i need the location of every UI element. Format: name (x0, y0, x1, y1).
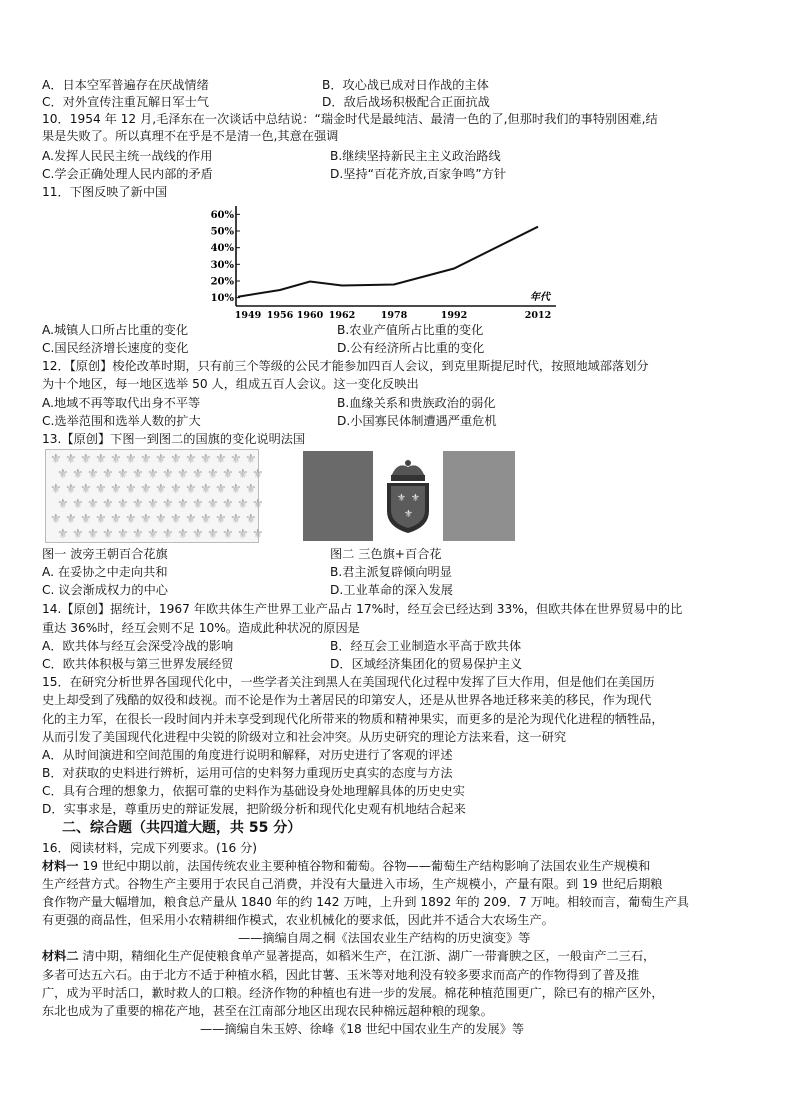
fleur-de-lis-icon: ⚜ (222, 527, 234, 542)
fleur-de-lis-icon: ⚜ (125, 482, 137, 497)
q10-option-c: C.学会正确处理人民内部的矛盾 (42, 167, 213, 181)
q15-option-a: A．从时间演进和空间范围的角度进行说明和解释，对历史进行了客观的评述 (42, 748, 453, 762)
q14-option-a: A．欧共体与经互会深受冷战的影响 (42, 639, 234, 653)
fleur-de-lis-icon: ⚜ (222, 497, 234, 512)
x-tick-label: 2012 (524, 310, 552, 321)
fleur-de-lis-icon: ⚜ (170, 452, 182, 467)
fleur-de-lis-icon: ⚜ (95, 452, 107, 467)
q9-option-d: D．敌后战场积极配合正面抗战 (322, 95, 490, 109)
q11-option-c: C.国民经济增长速度的变化 (42, 341, 189, 355)
q13-stem: 13.【原创】下图一到图二的国旗的变化说明法国 (42, 432, 306, 446)
fleur-de-lis-icon: ⚜ (162, 467, 174, 482)
q16-material1-source: ——摘编自周之桐《法国农业生产结构的历史演变》等 (238, 931, 531, 945)
q12-option-b: B.血缘关系和贵族政治的弱化 (337, 396, 496, 410)
q12-option-a: A.地域不再等取代出身不平等 (42, 396, 201, 410)
fleur-de-lis-icon: ⚜ (87, 527, 99, 542)
q9-option-c: C．对外宣传注重瓦解日军士气 (42, 95, 209, 109)
material2-text-1: 清中期，精细化生产促使粮食单产显著提高，如稻米生产，在江浙、湖广一带膏腴之区，一般亩产二三石， (78, 949, 656, 963)
fleur-de-lis-icon: ⚜ (110, 482, 122, 497)
fleur-de-lis-icon: ⚜ (215, 482, 227, 497)
fleur-de-lis-icon: ⚜ (117, 497, 129, 512)
fleur-de-lis-icon: ⚜ (207, 467, 219, 482)
fleur-de-lis-icon: ⚜ (252, 527, 264, 542)
material1-label: 材料一 (42, 859, 79, 873)
fleur-de-lis-icon: ⚜ (237, 527, 249, 542)
fleur-de-lis-icon: ⚜ (162, 497, 174, 512)
fleur-de-lis-icon: ⚜ (222, 467, 234, 482)
fleur-de-lis-icon: ⚜ (170, 482, 182, 497)
q12-option-d: D.小国寡民体制遭遇严重危机 (337, 414, 497, 428)
fleur-de-lis-icon: ⚜ (50, 512, 62, 527)
q10-option-d: D.坚持“百花齐放,百家争鸣”方针 (330, 167, 507, 181)
flag-left-stripe (303, 451, 373, 541)
fleur-de-lis-icon: ⚜ (237, 467, 249, 482)
q15-stem-line2: 史上却受到了残酷的奴役和歧视。而不论是作为土著居民的印第安人，还是从世界各地迁移来美的移民，作为现代 (42, 693, 652, 707)
q13-option-b: B.君主派复辟倾向明显 (330, 565, 452, 579)
y-tick-label: 40% (210, 243, 234, 255)
fleur-de-lis-icon: ⚜ (207, 497, 219, 512)
x-tick-label: 1960 (296, 310, 324, 321)
fleur-de-lis-icon: ⚜ (110, 512, 122, 527)
y-tick-label: 30% (210, 259, 234, 271)
q14-stem-line2: 重达 36%时，经互会则不足 10%。造成此种状况的原因是 (42, 621, 360, 635)
fleur-de-lis-icon: ⚜ (245, 482, 257, 497)
fleur-de-lis-icon: ⚜ (117, 467, 129, 482)
q15-option-c: C．具有合理的想象力，依据可靠的史料作为基础设身处地理解具体的历史史实 (42, 784, 465, 798)
fleur-de-lis-icon: ⚜ (102, 497, 114, 512)
y-tick-label: 60% (210, 209, 234, 221)
fleur-de-lis-icon: ⚜ (57, 467, 69, 482)
fleur-de-lis-icon: ⚜ (140, 512, 152, 527)
fleur-de-lis-icon: ⚜ (155, 482, 167, 497)
fleur-de-lis-icon: ⚜ (80, 452, 92, 467)
x-tick-label: 1949 (234, 310, 262, 321)
fleur-de-lis-icon: ⚜ (245, 512, 257, 527)
q16-material2-line2: 多者可达五六石。由于北方不适于种植水稻，因此甘薯、玉米等对地利没有较多要求而高产的作物得到了普及推 (42, 968, 640, 982)
fleur-de-lis-icon: ⚜ (87, 497, 99, 512)
fleur-de-lis-icon: ⚜ (110, 452, 122, 467)
svg-text:⚜: ⚜ (397, 493, 406, 504)
bourbon-lily-flag-image (45, 449, 264, 543)
fleur-de-lis-icon: ⚜ (65, 452, 77, 467)
q11-option-a: A.城镇人口所占比重的变化 (42, 323, 189, 337)
y-tick-label: 10% (210, 293, 234, 305)
fleur-de-lis-icon: ⚜ (230, 452, 242, 467)
fleur-de-lis-icon: ⚜ (192, 467, 204, 482)
fleur-de-lis-icon: ⚜ (132, 467, 144, 482)
q16-material1-line3: 食作物产量大幅增加，粮食总产量从 1840 年的约 142 万吨，上升到 1892 年的 209．7 万吨。相较而言，葡萄生产具 (42, 895, 689, 909)
fleur-de-lis-icon: ⚜ (192, 527, 204, 542)
q13-option-c: C. 议会渐成权力的中心 (42, 583, 168, 597)
q10-option-a: A.发挥人民民主统一战线的作用 (42, 149, 213, 163)
y-tick-label: 20% (210, 276, 234, 288)
fleur-de-lis-icon: ⚜ (230, 512, 242, 527)
fleur-de-lis-icon: ⚜ (177, 497, 189, 512)
q12-stem-line1: 12．【原创】梭伦改革时期，只有前三个等级的公民才能参加四百人会议，到克里斯提尼时代，按照地域部落划分 (42, 359, 649, 373)
fleur-de-lis-icon: ⚜ (72, 527, 84, 542)
fleur-de-lis-icon: ⚜ (140, 482, 152, 497)
fleur-de-lis-icon: ⚜ (185, 452, 197, 467)
fleur-de-lis-icon: ⚜ (87, 467, 99, 482)
fig1-caption: 图一 波旁王朝百合花旗 (42, 547, 168, 561)
fleur-de-lis-icon: ⚜ (95, 512, 107, 527)
fleur-de-lis-icon: ⚜ (50, 482, 62, 497)
fleur-de-lis-icon: ⚜ (125, 452, 137, 467)
royal-coat-of-arms-icon (377, 455, 439, 537)
line-chart (210, 202, 562, 321)
x-axis-label: 年代 (530, 292, 550, 303)
material2-label: 材料二 (42, 949, 79, 963)
fleur-de-lis-icon: ⚜ (200, 452, 212, 467)
fleur-de-lis-icon: ⚜ (65, 512, 77, 527)
fleur-de-lis-icon: ⚜ (230, 482, 242, 497)
q11-option-d: D.公有经济所占比重的变化 (337, 341, 485, 355)
q14-option-b: B．经互会工业制造水平高于欧共体 (330, 639, 522, 653)
fleur-de-lis-icon: ⚜ (57, 527, 69, 542)
q15-stem-line1: 15．在研究分析世界各国现代化中，一些学者关注到黑人在美国现代化过程中发挥了巨大作用，但是他们在美国历 (42, 675, 655, 689)
fleur-de-lis-icon: ⚜ (117, 527, 129, 542)
x-tick-label: 1956 (266, 310, 294, 321)
fleur-de-lis-icon: ⚜ (185, 512, 197, 527)
x-tick-label: 1978 (380, 310, 408, 321)
q15-option-d: D．实事求是，尊重历史的辩证发展，把阶级分析和现代化史观有机地结合起来 (42, 802, 466, 816)
fleur-de-lis-icon: ⚜ (57, 497, 69, 512)
q13-option-d: D.工业革命的深入发展 (330, 583, 453, 597)
q12-stem-line2: 为十个地区，每一地区选举 50 人，组成五百人会议。这一变化反映出 (42, 377, 419, 391)
x-tick-label: 1962 (328, 310, 356, 321)
fleur-de-lis-icon: ⚜ (155, 512, 167, 527)
fleur-de-lis-icon: ⚜ (252, 497, 264, 512)
fleur-de-lis-icon: ⚜ (155, 452, 167, 467)
fleur-de-lis-icon: ⚜ (102, 527, 114, 542)
fleur-de-lis-icon: ⚜ (245, 452, 257, 467)
q10-stem-line1: 10．1954 年 12 月,毛泽东在一次谈话中总结说：“瑞金时代是最纯洁、最清一色的了,但那时我们的事特别困难,结 (42, 112, 658, 126)
q15-stem-line3: 化的主力军，在很长一段时间内并未享受到现代化所带来的物质和精神果实，而更多的是沦为现代化进程的牺牲品， (42, 712, 664, 726)
q14-option-d: D．区域经济集团化的贸易保护主义 (330, 657, 523, 671)
q11-stem: 11．下图反映了新中国 (42, 185, 168, 199)
fleur-de-lis-icon: ⚜ (125, 512, 137, 527)
q9-option-a: A．日本空军普遍存在厌战情绪 (42, 78, 209, 92)
q12-option-c: C.选举范围和选举人数的扩大 (42, 414, 201, 428)
material1-text-1: 19 世纪中期以前，法国传统农业主要种植谷物和葡萄。谷物——葡萄生产结构影响了法国农业生产规模和 (78, 859, 651, 873)
q10-option-b: B.继续坚持新民主主义政治路线 (330, 149, 501, 163)
q9-option-b: B．攻心战已成对日作战的主体 (322, 78, 489, 92)
tricolor-lily-flag-image (303, 451, 515, 541)
q10-stem-line2: 果是失败了。所以真理不在乎是不是清一色,其意在强调 (42, 129, 339, 143)
fleur-de-lis-icon: ⚜ (132, 527, 144, 542)
x-tick-label: 1992 (440, 310, 468, 321)
fleur-de-lis-icon: ⚜ (192, 497, 204, 512)
fleur-de-lis-icon: ⚜ (72, 497, 84, 512)
fleur-de-lis-icon: ⚜ (200, 512, 212, 527)
svg-text:⚜: ⚜ (404, 509, 413, 520)
fleur-de-lis-icon: ⚜ (72, 467, 84, 482)
q16-material1-line1 (42, 858, 650, 874)
fleur-de-lis-icon: ⚜ (50, 452, 62, 467)
q13-option-a: A. 在妥协之中走向共和 (42, 565, 168, 579)
svg-text:⚜: ⚜ (411, 493, 420, 504)
fleur-de-lis-icon: ⚜ (95, 482, 107, 497)
fleur-de-lis-icon: ⚜ (162, 527, 174, 542)
y-tick-label: 50% (210, 226, 234, 238)
q14-option-c: C．欧共体积极与第三世界发展经贸 (42, 657, 234, 671)
fleur-de-lis-icon: ⚜ (215, 512, 227, 527)
q11-option-b: B.农业产值所占比重的变化 (337, 323, 484, 337)
fleur-de-lis-icon: ⚜ (147, 497, 159, 512)
q16-material1-line4: 有更强的商品性，但采用小农精耕细作模式，农业机械化的要求低，因此并不适合大农场生产。 (42, 913, 554, 927)
fleur-de-lis-icon: ⚜ (170, 512, 182, 527)
fleur-de-lis-icon: ⚜ (177, 467, 189, 482)
fleur-de-lis-icon: ⚜ (177, 527, 189, 542)
q15-option-b: B．对获取的史料进行辨析，运用可信的史料努力重现历史真实的态度与方法 (42, 766, 453, 780)
q16-material2-line1 (42, 948, 655, 964)
fleur-de-lis-icon: ⚜ (200, 482, 212, 497)
q16-stem: 16．阅读材料，完成下列要求。(16 分) (42, 841, 258, 855)
fleur-de-lis-icon: ⚜ (185, 482, 197, 497)
fleur-de-lis-icon: ⚜ (80, 482, 92, 497)
fleur-de-lis-icon: ⚜ (80, 512, 92, 527)
q15-stem-line4: 从而引发了美国现代化进程中尖锐的阶级对立和社会冲突。从历史研究的理论方法来看，这一研究 (42, 730, 567, 744)
q16-material1-line2: 生产经营方式。谷物生产主要用于农民自己消费，并没有大量进入市场，生产规模小，产量有限。到 19 世纪后期粮 (42, 877, 663, 891)
q16-material2-line4: 东北也成为了重要的棉花产地，甚至在江南部分地区出现农民种棉远超种粮的现象。 (42, 1004, 493, 1018)
fleur-de-lis-icon: ⚜ (140, 452, 152, 467)
series-line (238, 227, 538, 297)
q16-material2-line3: 广，成为平时活口，歉时救人的口粮。经济作物的种植也有进一步的发展。棉花种植范围更广，除已有的棉产区外， (42, 986, 664, 1000)
fleur-de-lis-icon: ⚜ (65, 482, 77, 497)
q14-stem-line1: 14.【原创】据统计，1967 年欧共体生产世界工业产品占 17%时，经互会已经达到 33%，但欧共体在世界贸易中的比 (42, 602, 683, 616)
fleur-de-lis-icon: ⚜ (215, 452, 227, 467)
fleur-de-lis-icon: ⚜ (147, 527, 159, 542)
section-heading: 二、综合题（共四道大题，共 55 分） (62, 820, 302, 836)
fleur-de-lis-icon: ⚜ (237, 497, 249, 512)
fleur-de-lis-icon: ⚜ (147, 467, 159, 482)
fleur-de-lis-icon: ⚜ (132, 497, 144, 512)
flag-right-stripe (443, 451, 515, 541)
q16-material2-source: ——摘编自朱玉婷、徐峰《18 世纪中国农业生产的发展》等 (200, 1022, 525, 1036)
fleur-de-lis-icon: ⚜ (102, 467, 114, 482)
fleur-de-lis-icon: ⚜ (252, 467, 264, 482)
fleur-de-lis-icon: ⚜ (207, 527, 219, 542)
fig2-caption: 图二 三色旗+百合花 (330, 547, 442, 561)
